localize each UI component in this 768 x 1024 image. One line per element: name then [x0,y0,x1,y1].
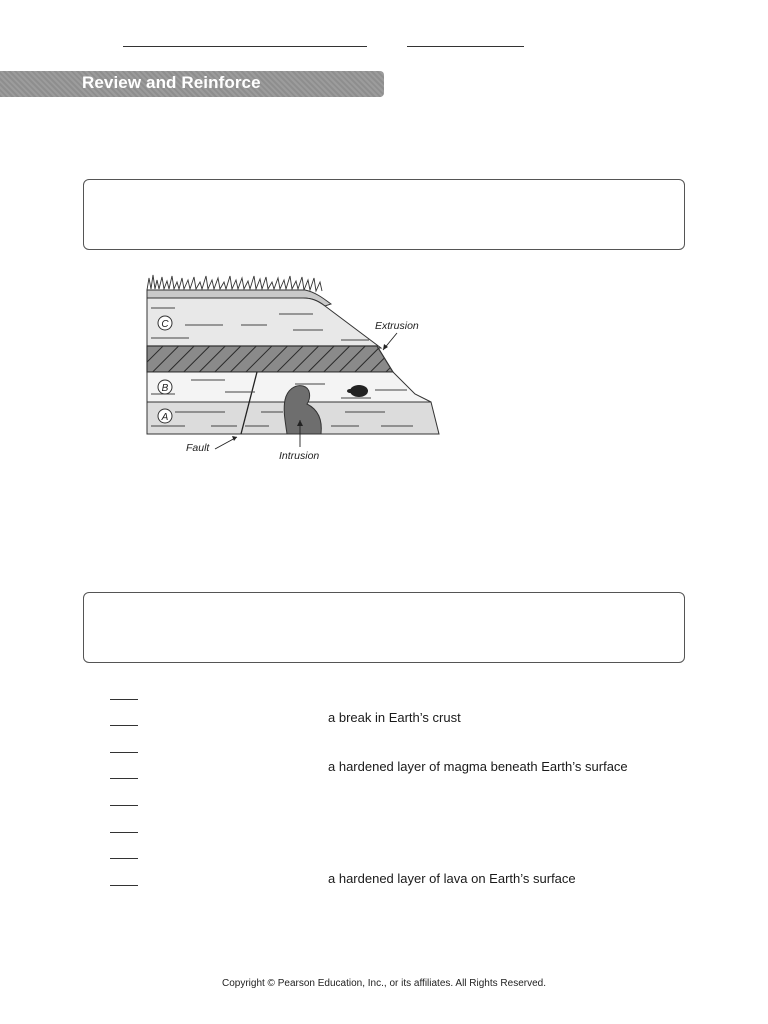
definition-fault: a break in Earth’s crust [328,710,461,725]
answer-blank-7[interactable] [110,858,138,859]
definition-intrusion: a hardened layer of magma beneath Earth’s surface [328,759,628,774]
answer-blank-5[interactable] [110,805,138,806]
definition-extrusion: a hardened layer of lava on Earth’s surface [328,871,576,886]
extrusion-layer [147,346,393,372]
answer-blank-3[interactable] [110,752,138,753]
layer-b-marker [158,380,172,394]
date-blank-line[interactable] [407,46,524,47]
rock-layers-diagram [145,270,445,460]
intrusion-label: Intrusion [279,450,320,460]
answer-blank-8[interactable] [110,885,138,886]
copyright-footer: Copyright © Pearson Education, Inc., or its affiliates. All Rights Reserved. [221,978,546,989]
grass-top [147,275,322,291]
name-blank-line[interactable] [123,46,367,47]
answer-box-2[interactable] [83,592,685,663]
svg-text:C: C [161,319,169,330]
fault-label: Fault [186,442,210,454]
banner-title: Review and Reinforce [82,73,261,92]
layer-c [147,298,381,348]
answer-blank-4[interactable] [110,778,138,779]
layer-a-marker [158,409,172,423]
layer-c-marker [158,316,172,330]
answer-blank-2[interactable] [110,725,138,726]
section-banner [0,71,384,97]
answer-box-1[interactable] [83,179,685,250]
svg-text:A: A [161,412,169,423]
svg-text:B: B [161,383,169,394]
answer-blank-6[interactable] [110,832,138,833]
answer-blank-1[interactable] [110,699,138,700]
extrusion-label: Extrusion [375,320,419,332]
